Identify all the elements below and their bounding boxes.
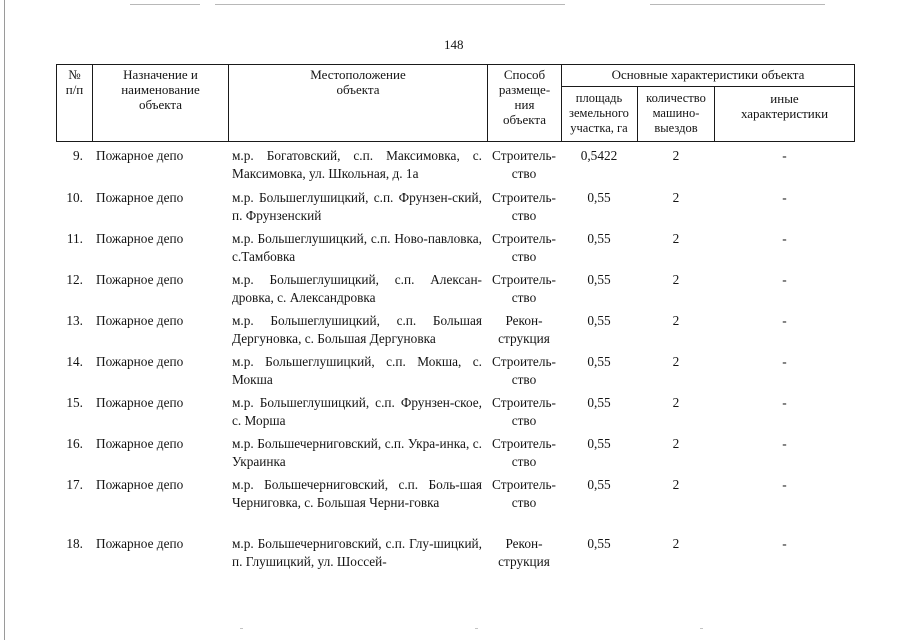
- object-name: Пожарное депо: [96, 354, 184, 369]
- placement-method: Строитель- ство: [492, 272, 556, 305]
- object-name: Пожарное депо: [96, 436, 184, 451]
- land-area: 0,55: [587, 354, 611, 369]
- land-area: 0,55: [587, 436, 611, 451]
- header-col-num: № п/п: [65, 67, 84, 97]
- row-number: 11.: [66, 231, 83, 246]
- header-col-method: Способ размеще- ния объекта: [498, 67, 551, 127]
- row-number: 17.: [66, 477, 83, 492]
- header-col-border: [854, 64, 855, 142]
- object-name: Пожарное депо: [96, 477, 184, 492]
- object-name: Пожарное депо: [96, 395, 184, 410]
- scan-top-mark: [130, 4, 200, 5]
- scan-speck: [700, 628, 703, 629]
- header-col-main: Основные характеристики объекта: [611, 67, 805, 82]
- vehicle-count: 2: [672, 477, 680, 492]
- object-name: Пожарное депо: [96, 536, 184, 551]
- other-characteristics: -: [782, 231, 787, 246]
- vehicle-count: 2: [672, 313, 680, 328]
- other-characteristics: -: [782, 148, 787, 163]
- placement-method: Строитель- ство: [492, 395, 556, 428]
- row-number: 9.: [73, 148, 83, 163]
- header-col-name: Назначение и наименование объекта: [121, 67, 200, 112]
- placement-method: Строитель- ство: [492, 148, 556, 181]
- object-location: м.р. Большеглушицкий, с.п. Алексан-дровка, с. Александровка: [232, 272, 482, 305]
- land-area: 0,55: [587, 190, 611, 205]
- placement-method: Строитель- ство: [492, 190, 556, 223]
- header-col-vehicles: количество машино- выездов: [646, 91, 706, 135]
- placement-method: Строитель- ство: [492, 354, 556, 387]
- row-number: 12.: [66, 272, 83, 287]
- header-top-border: [56, 64, 855, 65]
- placement-method: Строитель- ство: [492, 477, 556, 510]
- vehicle-count: 2: [672, 231, 680, 246]
- object-name: Пожарное депо: [96, 272, 184, 287]
- other-characteristics: -: [782, 354, 787, 369]
- vehicle-count: 2: [672, 354, 680, 369]
- vehicle-count: 2: [672, 395, 680, 410]
- object-location: м.р. Большечерниговский, с.п. Укра-инка, с. Украинка: [232, 436, 482, 469]
- scan-top-mark: [650, 4, 825, 5]
- vehicle-count: 2: [672, 148, 680, 163]
- object-name: Пожарное депо: [96, 313, 184, 328]
- page-number: 148: [444, 37, 464, 52]
- other-characteristics: -: [782, 477, 787, 492]
- object-name: Пожарное депо: [96, 190, 184, 205]
- object-location: м.р. Большечерниговский, с.п. Глу-шицкий, п. Глушицкий, ул. Шоссей-: [232, 536, 482, 569]
- scan-speck: [240, 628, 243, 629]
- object-location: м.р. Большеглушицкий, с.п. Ново-павловка, с.Тамбовка: [232, 231, 482, 264]
- vehicle-count: 2: [672, 190, 680, 205]
- other-characteristics: -: [782, 190, 787, 205]
- placement-method: Строитель- ство: [492, 231, 556, 264]
- object-location: м.р. Большечерниговский, с.п. Боль-шая Черниговка, с. Большая Черни-говка: [232, 477, 482, 510]
- land-area: 0,55: [587, 477, 611, 492]
- header-bottom-border: [56, 141, 855, 142]
- row-number: 18.: [66, 536, 83, 551]
- other-characteristics: -: [782, 395, 787, 410]
- other-characteristics: -: [782, 536, 787, 551]
- row-number: 15.: [66, 395, 83, 410]
- row-number: 16.: [66, 436, 83, 451]
- object-location: м.р. Большеглушицкий, с.п. Мокша, с. Мокша: [232, 354, 482, 387]
- header-col-location: Местоположение объекта: [310, 67, 406, 97]
- object-location: м.р. Большеглушицкий, с.п. Фрунзен-ское, с. Морша: [232, 395, 482, 428]
- row-number: 10.: [66, 190, 83, 205]
- other-characteristics: -: [782, 313, 787, 328]
- vehicle-count: 2: [672, 436, 680, 451]
- other-characteristics: -: [782, 272, 787, 287]
- object-location: м.р. Большеглушицкий, с.п. Фрунзен-ский, п. Фрунзенский: [232, 190, 482, 223]
- vehicle-count: 2: [672, 272, 680, 287]
- object-name: Пожарное депо: [96, 231, 184, 246]
- placement-method: Строитель- ство: [492, 436, 556, 469]
- land-area: 0,55: [587, 536, 611, 551]
- header-col-other: иные характеристики: [740, 91, 829, 121]
- row-number: 14.: [66, 354, 83, 369]
- land-area: 0,55: [587, 313, 611, 328]
- scan-edge-line: [4, 0, 5, 640]
- scan-top-mark: [215, 4, 565, 5]
- land-area: 0,5422: [580, 148, 618, 163]
- land-area: 0,55: [587, 231, 611, 246]
- header-col-area: площадь земельного участка, га: [569, 91, 629, 135]
- other-characteristics: -: [782, 436, 787, 451]
- row-number: 13.: [66, 313, 83, 328]
- vehicle-count: 2: [672, 536, 680, 551]
- scan-speck: [475, 628, 478, 629]
- object-location: м.р. Богатовский, с.п. Максимовка, с. Максимовка, ул. Школьная, д. 1а: [232, 148, 482, 181]
- land-area: 0,55: [587, 395, 611, 410]
- object-location: м.р. Большеглушицкий, с.п. Большая Дергуновка, с. Большая Дергуновка: [232, 313, 482, 346]
- placement-method: Рекон- струкция: [498, 313, 550, 346]
- placement-method: Рекон- струкция: [498, 536, 550, 569]
- land-area: 0,55: [587, 272, 611, 287]
- object-name: Пожарное депо: [96, 148, 184, 163]
- header-sub-border: [561, 86, 855, 87]
